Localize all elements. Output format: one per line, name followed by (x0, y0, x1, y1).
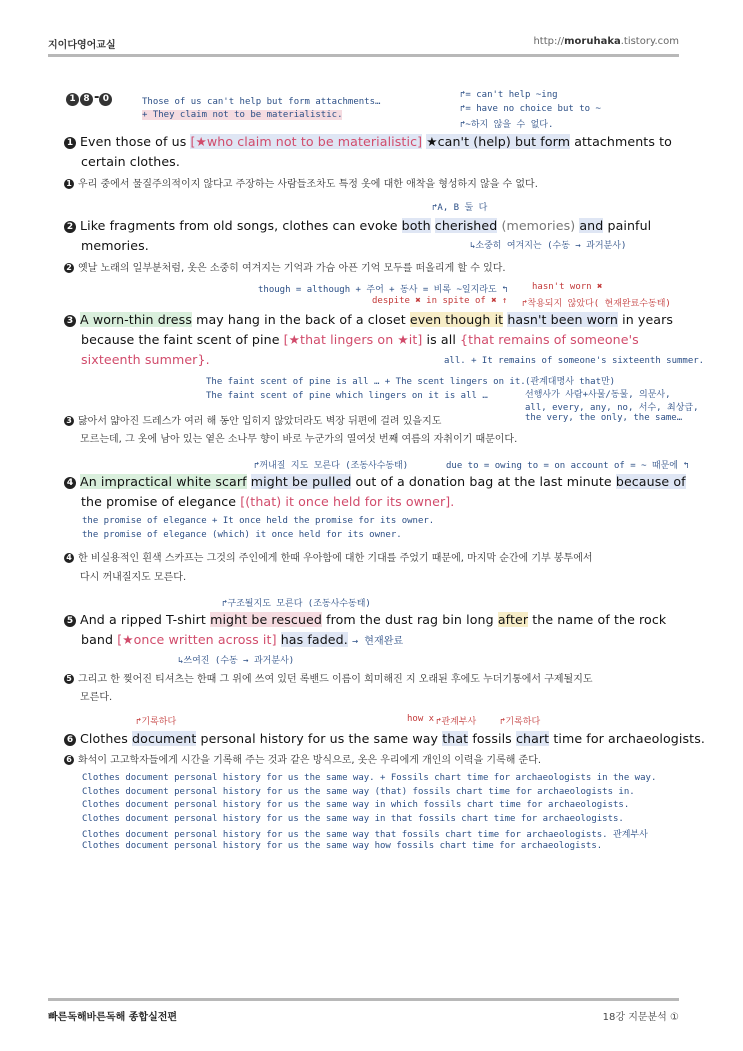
s3-p3: even though it (409, 312, 504, 327)
footer-rule (48, 998, 679, 1001)
s4-p2: might be pulled (250, 474, 352, 489)
s5-p6: band (81, 632, 114, 647)
url-domain: moruhaka (564, 36, 621, 47)
s1-line-1 (64, 134, 672, 149)
s1-p3: ★can't (help) but form (426, 134, 571, 149)
s5-p1: And a ripped T-shirt (80, 612, 206, 627)
s6-variant-6: Clothes document personal history for us the same way how fossils chart time for archaeologists. (82, 841, 603, 851)
s2-number: 2 (64, 221, 76, 233)
s2-p2: both (401, 218, 431, 233)
s1-note-b (142, 110, 342, 120)
url-prefix: http:// (533, 36, 565, 47)
s2-kr-text: 옛날 노래의 일부분처럼, 옷은 소중히 여겨지는 기억과 가슴 아픈 기억 모두를 떠올리게 할 수 있다. (78, 263, 506, 274)
s3-line-3 (81, 352, 210, 367)
s4-number: 4 (64, 477, 76, 489)
s4-line-1 (64, 474, 686, 489)
s4-note-c2: the promise of elegance (which) it once held for its owner. (82, 530, 402, 540)
s6-variant-4: Clothes document personal history for us the same way in that fossils chart time for archaeologists. (82, 814, 624, 824)
s4-note-b: due to = owing to = on account of = ~ 때문에 ↰ (446, 461, 689, 471)
s3-note-g4: the very, the only, the same… (525, 413, 683, 423)
s3-p8: is all (426, 332, 456, 347)
s6-number: 6 (64, 734, 76, 746)
s6-p4: that (442, 731, 469, 746)
s3-note-a: though = although + 주어 + 동사 = 비록 ~일지라도 ↰ (258, 285, 508, 295)
footer-book-title: 빠른독해바른독해 종합실전편 (48, 1012, 178, 1023)
s6-note-d: ↱기록하다 (500, 717, 541, 727)
s2-line-2: memories. (81, 238, 149, 253)
s3-kr-number: 3 (64, 416, 74, 426)
s5-p4: after (497, 612, 529, 627)
ref-circle-1: 1 (66, 93, 79, 106)
s4-p6: [(that) it once held for its owner]. (240, 494, 455, 509)
header-rule (48, 54, 679, 57)
s3-kr-text-1: 닳아서 얇아진 드레스가 여러 해 동안 입히지 않았더라도 벽장 뒤편에 걸려 있을지도 (78, 416, 442, 427)
s6-kr-text: 화석이 고고학자들에게 시간을 기록해 주는 것과 같은 방식으로, 옷은 우리에게 개인의 이력을 기록해 준다. (78, 755, 542, 766)
s6-note-b: how x (407, 714, 435, 724)
s3-p7: [★that lingers on ★it] (283, 332, 423, 347)
s3-note-e: all. + It remains of someone's sixteenth summer. (444, 356, 705, 366)
s3-translation-1 (64, 412, 441, 427)
s3-note-f1: The faint scent of pine is all … + The scent lingers on it. (206, 377, 526, 387)
s3-number: 3 (64, 315, 76, 327)
s1-line-2: certain clothes. (81, 154, 180, 169)
s2-p6: painful (607, 218, 652, 233)
s3-note-g1: (관계대명사 that만) (525, 377, 616, 387)
s3-p6: because the faint scent of pine (81, 332, 280, 347)
s2-note-b: ↳소중히 여겨지는 (수동 → 과거분사) (470, 241, 627, 251)
footer-page-label: 18강 지문분석 ① (602, 1012, 679, 1023)
s6-line-1 (64, 731, 705, 746)
s1-note-a: Those of us can't help but form attachments… (142, 97, 381, 107)
s5-p3: from the dust rag bin long (326, 612, 494, 627)
s2-kr-number: 2 (64, 263, 74, 273)
s6-kr-number: 6 (64, 755, 74, 765)
s4-p1: An impractical white scarf (80, 474, 247, 489)
s3-note-f2: The faint scent of pine which lingers on it is all … (206, 391, 488, 401)
s1-note-c2: ↱= have no choice but to ~ (460, 104, 601, 114)
s6-variant-2: Clothes document personal history for us the same way (that) fossils chart time for archaeologists in. (82, 787, 635, 797)
s5-p2: might be rescued (210, 612, 322, 627)
s1-note-c3: ↱~하지 않을 수 없다. (460, 120, 554, 130)
s5-kr-number: 5 (64, 674, 74, 684)
s3-p2: may hang in the back of a closet (196, 312, 406, 327)
s1-note-b-text: + They claim not to be materialistic. (142, 110, 343, 120)
s5-note-a: ↱구조될지도 모른다 (조동사수동태) (222, 599, 371, 609)
s5-note-c: ↳쓰여진 (수동 → 과거분사) (178, 656, 295, 666)
s4-p3: out of a donation bag at the last minute (355, 474, 612, 489)
s2-note-a: ↱A, B 둘 다 (432, 203, 488, 213)
s5-kr-text-1: 그리고 한 찢어진 티셔츠는 한때 그 위에 쓰여 있던 록밴드 이름이 희미해진 지 오래된 후에도 누더기통에서 구제될지도 (78, 674, 593, 685)
s1-note-c1: ↱= can't help ~ing (460, 90, 558, 100)
s1-kr-text: 우리 중에서 물질주의적이지 않다고 주장하는 사람들조차도 특정 옷에 대한 애착을 형성하지 않을 수 없다. (78, 179, 538, 190)
s2-line-1 (64, 218, 651, 233)
s5-note-b: → 현재완료 (351, 636, 404, 647)
s5-p8: has faded. (280, 632, 348, 647)
s1-kr-number: 1 (64, 179, 74, 189)
s5-p7: [★once written across it] (117, 632, 277, 647)
s6-p6: chart (515, 731, 550, 746)
s3-note-c: hasn't worn ✖ (532, 282, 603, 292)
s4-translation-2: 다시 꺼내질지도 모른다. (80, 572, 187, 583)
s1-p2: [★who claim not to be materialistic] (190, 134, 423, 149)
s3-translation-2: 모르는데, 그 옷에 남아 있는 옅은 소나무 향이 바로 누군가의 열여섯 번째 여름의 자취이기 때문이다. (80, 434, 518, 445)
s3-line-2 (81, 332, 639, 347)
s2-p1: Like fragments from old songs, clothes can evoke (80, 218, 398, 233)
s5-number: 5 (64, 615, 76, 627)
s3-p4: hasn't been worn (507, 312, 618, 327)
s6-translation (64, 751, 541, 766)
s3-p5: in years (622, 312, 674, 327)
s6-note-a: ↱기록하다 (136, 717, 177, 727)
s3-note-g2: 선행사가 사람+사물/동물, 의문사, (525, 390, 671, 400)
s6-note-c: ↱관계부사 (436, 717, 477, 727)
s5-p5: the name of the rock (532, 612, 667, 627)
s6-variant-3: Clothes document personal history for us the same way in which fossils chart time for archaeologists. (82, 800, 630, 810)
ref-circle-2: 8 (80, 93, 93, 106)
s6-p5: fossils (472, 731, 512, 746)
s4-line-2 (81, 494, 454, 509)
passage-ref (66, 90, 113, 106)
s3-note-g3: all, every, any, no, 서수, 최상급, (525, 403, 699, 413)
s3-line-1 (64, 312, 673, 327)
s6-p3: personal history for us the same way (200, 731, 439, 746)
s4-p5: the promise of elegance (81, 494, 237, 509)
s2-p4: (memories) (501, 218, 576, 233)
s6-p1: Clothes (80, 731, 128, 746)
s4-kr-text-1: 한 비실용적인 흰색 스카프는 그것의 주인에게 한때 우아함에 대한 기대를 주었기 때문에, 마지막 순간에 기부 봉투에서 (78, 553, 593, 564)
s2-p5: and (579, 218, 604, 233)
header-url[interactable] (533, 36, 679, 47)
s6-variant-1: Clothes document personal history for us the same way. + Fossils chart time for archaeologists in the way. (82, 773, 657, 783)
s3-p9: {that remains of someone's (460, 332, 639, 347)
s6-variant-5: Clothes document personal history for us the same way that fossils chart time for archaeologists. 관계부사 (82, 830, 648, 840)
s2-translation (64, 259, 506, 274)
url-suffix: .tistory.com (620, 36, 679, 47)
s5-line-2 (81, 632, 403, 647)
s3-note-d: ↱착용되지 않았다( 현재완료수동태) (522, 299, 671, 309)
s3-p10: sixteenth summer}. (81, 352, 210, 367)
s1-translation (64, 175, 538, 190)
s6-p2: document (132, 731, 197, 746)
s6-p7: time for archaeologists. (553, 731, 705, 746)
s4-kr-number: 4 (64, 553, 74, 563)
s1-p1: Even those of us (80, 134, 187, 149)
ref-circle-3: 0 (99, 93, 112, 106)
s1-number: 1 (64, 137, 76, 149)
s5-translation-2: 모른다. (80, 692, 113, 703)
ref-dash: - (94, 90, 100, 105)
s5-line-1 (64, 612, 666, 627)
s4-p4: because of (615, 474, 686, 489)
s3-note-b: despite ✖ in spite of ✖ ↑ (372, 296, 508, 306)
s4-note-c1: the promise of elegance + It once held the promise for its owner. (82, 516, 435, 526)
s4-translation-1 (64, 549, 593, 564)
header-title: 지이다영어교실 (48, 40, 116, 51)
s5-translation-1 (64, 670, 593, 685)
s1-p4: attachments to (574, 134, 672, 149)
s4-note-a: ↱꺼내질 지도 모른다 (조동사수동태) (254, 461, 409, 471)
s3-p1: A worn-thin dress (80, 312, 192, 327)
s2-p3: cherished (434, 218, 498, 233)
